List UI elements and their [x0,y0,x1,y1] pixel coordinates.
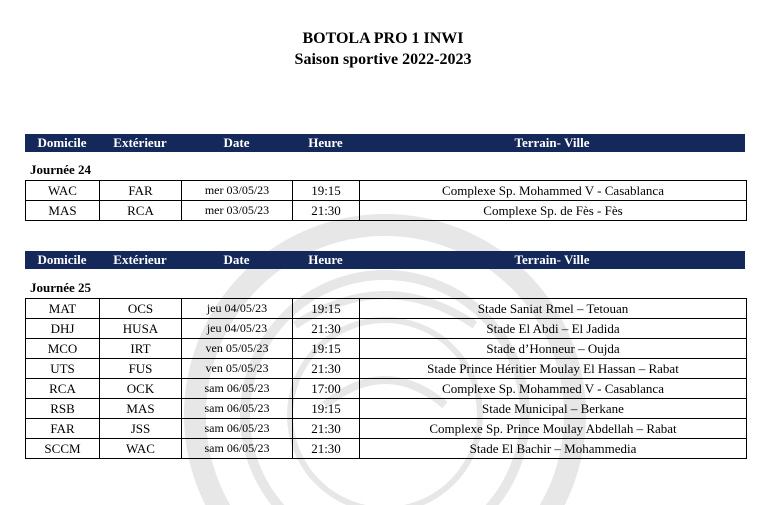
away-team: HUSA [100,319,182,339]
home-team: FAR [26,419,100,439]
match-time: 19:15 [293,399,360,419]
table-row [26,439,747,459]
away-team: RCA [100,201,182,221]
match-venue: Stade El Bachir – Mohammedia [360,439,747,459]
away-team: FUS [100,359,182,379]
away-team: JSS [100,419,182,439]
match-time: 21:30 [293,359,360,379]
away-team: OCK [100,379,182,399]
away-team: OCS [100,299,182,319]
match-date: mer 03/05/23 [182,201,293,221]
table-row [26,339,747,359]
match-date: jeu 04/05/23 [182,319,293,339]
column-away: Extérieur [113,252,167,267]
table-row [26,201,747,221]
column-time: Heure [308,252,343,267]
match-time: 17:00 [293,379,360,399]
match-venue: Complexe Sp. Mohammed V - Casablanca [360,379,747,399]
match-venue: Stade Prince Héritier Moulay El Hassan – Rabat [360,359,747,379]
table-row [26,299,747,319]
match-time: 21:30 [293,319,360,339]
away-team: WAC [100,439,182,459]
match-venue: Stade El Abdi – El Jadida [360,319,747,339]
match-date: mer 03/05/23 [182,181,293,201]
table-row [26,379,747,399]
match-date: jeu 04/05/23 [182,299,293,319]
away-team: FAR [100,181,182,201]
home-team: UTS [26,359,100,379]
home-team: MCO [26,339,100,359]
column-away: Extérieur [113,135,167,150]
match-time: 21:30 [293,439,360,459]
table-header-round-24 [25,134,745,152]
home-team: RCA [26,379,100,399]
column-time: Heure [308,135,343,150]
home-team: RSB [26,399,100,419]
match-time: 21:30 [293,201,360,221]
home-team: SCCM [26,439,100,459]
column-home: Domicile [37,252,87,267]
match-date: sam 06/05/23 [182,379,293,399]
table-row [26,181,747,201]
match-date: ven 05/05/23 [182,359,293,379]
round-label: Journée 24 [30,162,92,177]
match-time: 19:15 [293,339,360,359]
table-row [26,359,747,379]
table-row [26,399,747,419]
column-venue: Terrain- Ville [514,135,590,150]
table-header-round-25 [25,251,745,269]
home-team: WAC [26,181,100,201]
match-date: sam 06/05/23 [182,439,293,459]
match-date: sam 06/05/23 [182,419,293,439]
round-label: Journée 25 [30,280,92,295]
match-venue: Complexe Sp. de Fès - Fès [360,201,747,221]
match-time: 21:30 [293,419,360,439]
home-team: MAS [26,201,100,221]
away-team: MAS [100,399,182,419]
page-subtitle: Saison sportive 2022-2023 [294,51,472,68]
match-venue: Stade Municipal – Berkane [360,399,747,419]
away-team: IRT [100,339,182,359]
match-time: 19:15 [293,181,360,201]
column-venue: Terrain- Ville [514,252,590,267]
match-venue: Stade d’Honneur – Oujda [360,339,747,359]
table-row [26,419,747,439]
column-date: Date [223,135,250,150]
match-date: sam 06/05/23 [182,399,293,419]
match-venue: Stade Saniat Rmel – Tetouan [360,299,747,319]
match-date: ven 05/05/23 [182,339,293,359]
column-date: Date [223,252,250,267]
home-team: MAT [26,299,100,319]
page-title: BOTOLA PRO 1 INWI [302,30,464,47]
fixtures-table-round-24 [25,180,747,221]
fixtures-table-round-25 [25,298,747,459]
match-time: 19:15 [293,299,360,319]
match-venue: Complexe Sp. Mohammed V - Casablanca [360,181,747,201]
home-team: DHJ [26,319,100,339]
column-home: Domicile [37,135,87,150]
match-venue: Complexe Sp. Prince Moulay Abdellah – Rabat [360,419,747,439]
table-row [26,319,747,339]
